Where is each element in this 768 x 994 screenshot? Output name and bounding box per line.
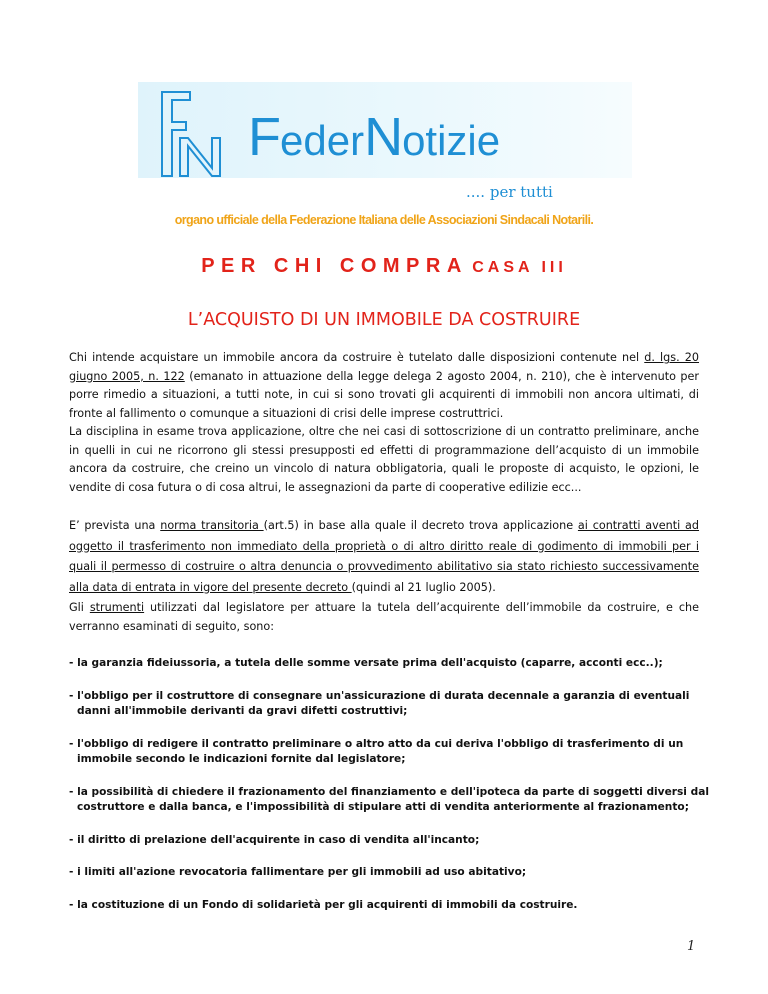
tools-paragraph: Gli strumenti utilizzati dal legislatore per attuare la tutela dell’acquirente dell’immobile da costruire, e che verranno esaminati di seguito, sono: [69,601,699,633]
series-heading-suffix: CASA III [472,259,567,276]
federnotizie-logo [138,82,632,178]
list-item: - la possibilità di chiedere il frazionamento del finanziamento e dell'ipoteca da parte di soggetti diversi dal costruttore e dalla banca, e l'impossibilità di stipulare atti di vendita anteriormente al frazionamento; [69,785,709,813]
intro-paragraph: Chi intende acquistare un immobile ancora da costruire è tutelato dalle disposizioni contenute nel d. lgs. 20 giugno 2005, n. 122 (emanato in attuazione della legge delega 2 agosto 2004, n. 210), che è intervenuto per porre rimedio a situazioni, a tutti note, in cui si sono trovati gli acquirenti di immobili non ancora ultimati, di fronte al fallimento o comunque a situazioni di crisi delle imprese costruttrici. La disciplina in esame trova applicazione, oltre che nei casi di sottoscrizione di un contratto preliminare, anche in quelli in cui ne ricorrono gli stessi presupposti ed effetti di programmazione dell’acquisto di un immobile ancora da costruire, che creino un vincolo di natura obbligatoria, quali le proposte di acquisto, le opzioni, le vendite di cosa futura o di cosa altrui, le assegnazioni da parte di cooperative edilizie ecc... [69,351,699,494]
list-item: - i limiti all'azione revocatoria fallimentare per gli immobili ad uso abitativo; [69,866,527,878]
page-title: L’ACQUISTO DI UN IMMOBILE DA COSTRUIRE [187,310,581,330]
list-item: - l'obbligo di redigere il contratto preliminare o altro atto da cui deriva l'obbligo di trasferimento di un immobile secondo le indicazioni fornite dal legislatore; [69,737,684,765]
list-item: - la costituzione di un Fondo di solidarietà per gli acquirenti di immobili da costruire. [69,898,578,911]
page-number: 1 [687,939,696,954]
transitional-rule-paragraph: E’ prevista una norma transitoria (art.5) in base alla quale il decreto trova applicazione ai contratti aventi ad oggetto il trasferimento non immediato della proprietà o di altro diritto reale di godimento di immobili per i quali il permesso di costruire o altra denuncia o provvedimento abilitativo sia stato richiesto successivamente alla data di entrata in vigore del presente decreto (quindi al 21 luglio 2005). [69,519,700,594]
series-heading [0,255,768,278]
list-item: - l'obbligo per il costruttore di consegnare un'assicurazione di durata decennale a garanzia di eventuali danni all'immobile derivanti da gravi difetti costruttivi; [69,689,690,717]
series-heading-main: PER CHI COMPRA [201,255,468,277]
tools-list [69,656,709,930]
decree-link[interactable]: d. lgs. 20 giugno 2005, n. 122 [69,351,699,383]
logo-tagline: .... per tutti [466,183,553,201]
publication-subtitle: organo ufficiale della Federazione Italiana delle Associazioni Sindacali Notarili. [174,213,594,227]
list-item: - il diritto di prelazione dell'acquirente in caso di vendita all'incanto; [69,833,480,846]
logo-wordmark: FederNotizie [248,107,501,167]
list-item: - la garanzia fideiussoria, a tutela delle somme versate prima dell'acquisto (caparre, acconti ecc..); [69,657,663,669]
